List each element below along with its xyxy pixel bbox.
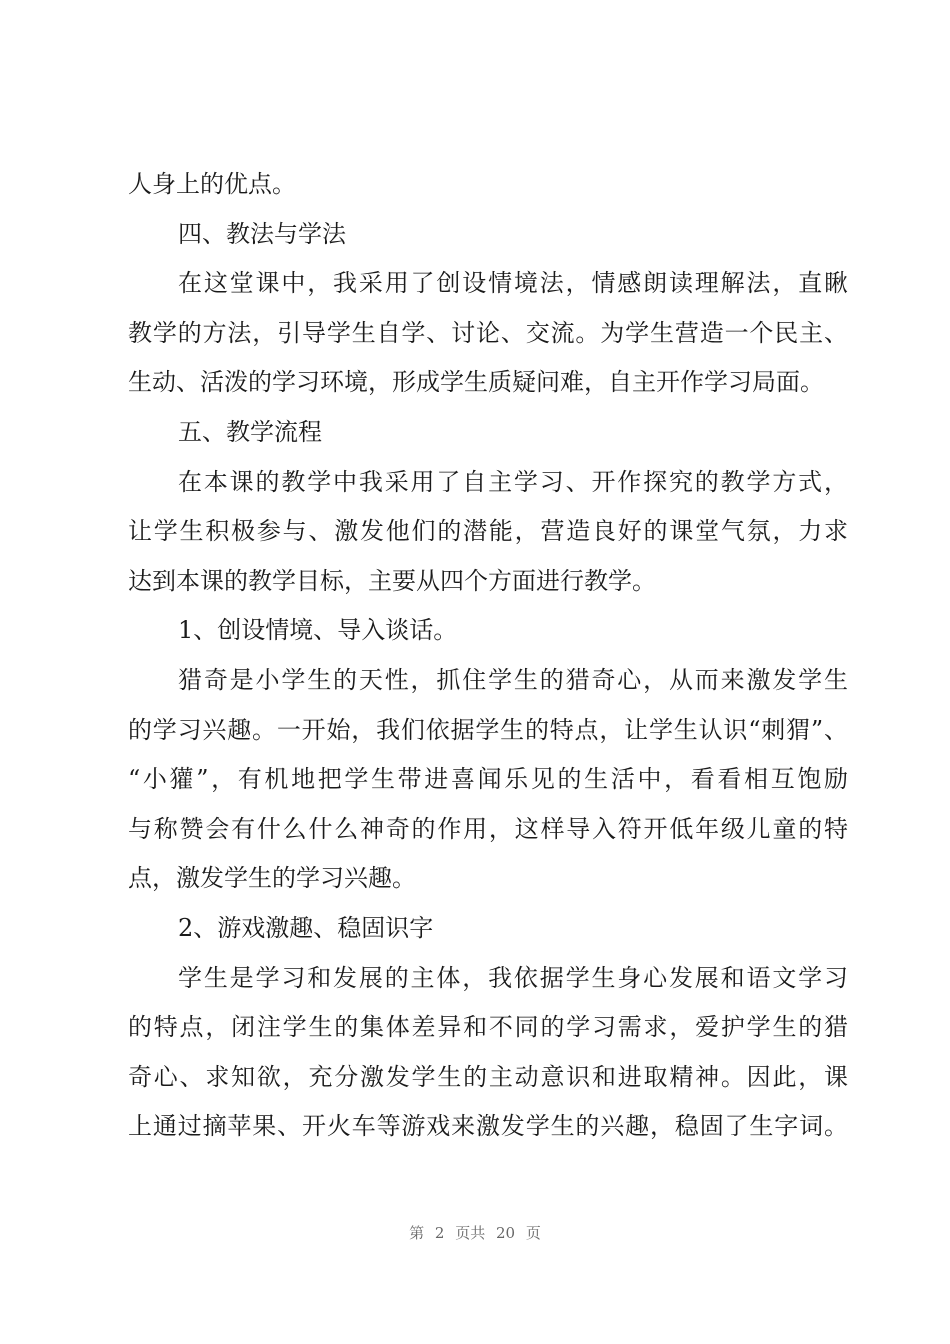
document-body <box>128 160 848 1152</box>
text-line: 的特点，闭注学生的集体差异和不同的学习需求，爱护学生的猎 <box>128 1013 848 1042</box>
text-line: 达到本课的教学目标，主要从四个方面进行教学。 <box>128 566 656 595</box>
text-line: 让学生积极参与、激发他们的潜能，营造良好的课堂气氛，力求 <box>128 517 848 546</box>
text-line: 奇心、求知欲，充分激发学生的主动意识和进取精神。因此，课 <box>128 1062 848 1091</box>
text-line: 五、教学流程 <box>178 417 322 446</box>
text-line: 上通过摘苹果、开火车等游戏来激发学生的兴趣，稳固了生字词。 <box>128 1112 848 1141</box>
text-line: 在本课的教学中我采用了自主学习、开作探究的教学方式， <box>178 467 848 496</box>
text-line: 点，激发学生的学习兴趣。 <box>128 864 416 893</box>
page-number-footer: 第 2 页共 20 页 <box>409 1224 541 1242</box>
text-line: 学生是学习和发展的主体，我依据学生身心发展和语文学习 <box>178 963 848 992</box>
text-line: 的学习兴趣。一开始，我们依据学生的特点，让学生认识“刺猬”、 <box>128 715 848 744</box>
text-line: 1、创设情境、导入谈话。 <box>178 616 458 645</box>
text-line: 四、教法与学法 <box>178 219 346 248</box>
text-line: 生动、活泼的学习环境，形成学生质疑问难，自主开作学习局面。 <box>128 368 824 397</box>
text-line: “小獾”，有机地把学生带进喜闻乐见的生活中，看看相互饱励 <box>128 765 848 794</box>
text-line: 与称赞会有什么什么神奇的作用，这样导入符开低年级儿童的特 <box>128 814 848 843</box>
text-line: 2、游戏激趣、稳固识字 <box>178 913 434 942</box>
text-line: 人身上的优点。 <box>128 170 296 198</box>
text-line: 教学的方法，引导学生自学、讨论、交流。为学生营造一个民主、 <box>128 318 848 347</box>
text-line: 猎奇是小学生的天性，抓住学生的猎奇心，从而来激发学生 <box>178 665 848 694</box>
text-line: 在这堂课中，我采用了创设情境法，情感朗读理解法，直瞅 <box>178 269 848 298</box>
